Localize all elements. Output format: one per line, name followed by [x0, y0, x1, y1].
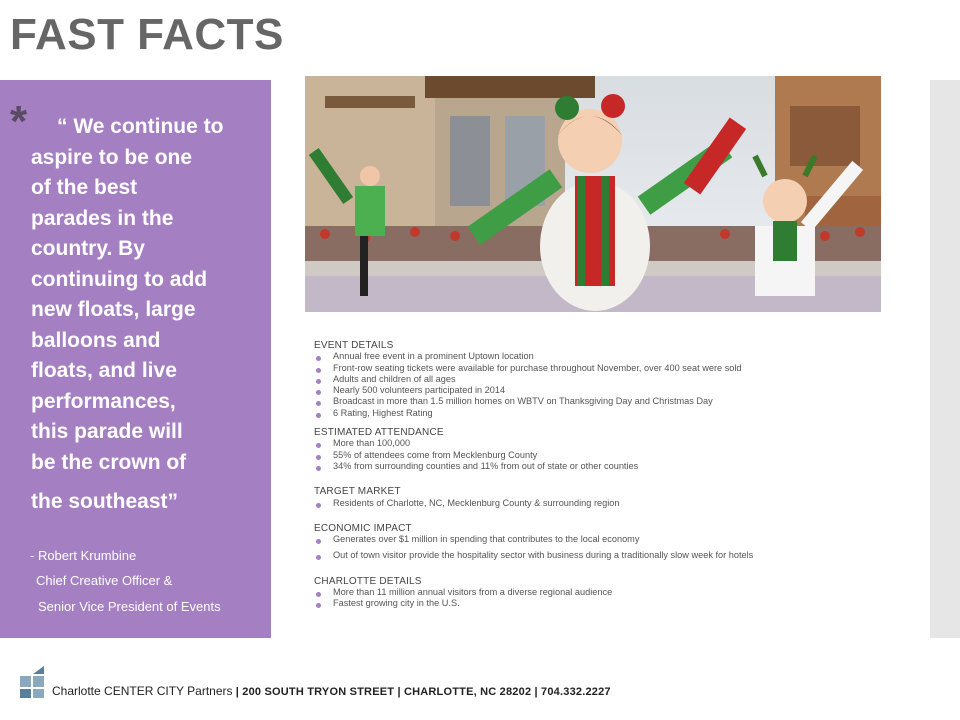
parade-photo — [305, 76, 881, 312]
list-item: Out of town visitor provide the hospitality sector with business during a traditionally slow week for hotels — [314, 550, 874, 561]
quote-text — [31, 112, 243, 478]
quote-attribution-name: - Robert Krumbine — [30, 548, 137, 563]
quote-line: be the crown of — [31, 450, 187, 474]
charlotte-logo-icon — [20, 666, 52, 698]
quote-line: “ We continue to — [57, 115, 224, 138]
quote-line: continuing to add — [31, 267, 208, 291]
quote-line: of the best — [31, 176, 138, 199]
quote-line: performances, — [31, 389, 176, 413]
quote-line: new floats, large — [31, 298, 196, 321]
list-item: More than 11 million annual visitors from a diverse regional audience — [314, 587, 874, 598]
footer — [20, 666, 920, 700]
quote-last-line: the southeast” — [31, 490, 179, 513]
list-item: Annual free event in a prominent Uptown location — [314, 351, 874, 362]
list-item: Generates over $1 million in spending that contributes to the local economy — [314, 534, 874, 545]
list-item: Adults and children of all ages — [314, 374, 874, 385]
footer-text — [52, 684, 611, 698]
footer-brand: Charlotte CENTER CITY Partners — [52, 684, 233, 698]
quote-panel — [0, 80, 271, 638]
list-item: 6 Rating, Highest Rating — [314, 408, 874, 419]
asterisk-mark: * — [10, 97, 28, 146]
list-item: 34% from surrounding counties and 11% from out of state or other counties — [314, 461, 874, 472]
details-panel — [314, 340, 874, 610]
quote-attribution-title: Senior Vice President of Events — [38, 599, 221, 614]
list-item: Nearly 500 volunteers participated in 2014 — [314, 385, 874, 396]
quote-line: this parade will — [31, 420, 183, 443]
section-title: CHARLOTTE DETAILS — [314, 575, 422, 587]
list-item: 55% of attendees come from Mecklenburg County — [314, 450, 874, 461]
list-item: Residents of Charlotte, NC, Mecklenburg County & surrounding region — [314, 498, 874, 509]
quote-line: country. By — [31, 237, 145, 260]
section-title: TARGET MARKET — [314, 486, 401, 498]
quote-line: floats, and live — [31, 359, 177, 382]
footer-address: | 200 SOUTH TRYON STREET | CHARLOTTE, NC 28202 | 704.332.2227 — [232, 686, 611, 698]
list-item: Broadcast in more than 1.5 million homes on WBTV on Thanksgiving Day and Christmas Day — [314, 396, 874, 407]
quote-line: parades in the — [31, 206, 174, 230]
list-item: More than 100,000 — [314, 438, 874, 449]
page-title: FAST FACTS — [10, 10, 284, 59]
parade-photo-illustration — [305, 76, 881, 312]
side-decor-bar — [930, 80, 960, 638]
quote-attribution-title: Chief Creative Officer & — [36, 573, 173, 588]
quote-line: balloons and — [31, 328, 161, 352]
section-title: ECONOMIC IMPACT — [314, 522, 412, 534]
list-item: Front-row seating tickets were available for purchase throughout November, over 400 seat were sold — [314, 363, 874, 374]
quote-line: aspire to be one — [31, 145, 193, 169]
section-title: EVENT DETAILS — [314, 340, 394, 351]
section-title: ESTIMATED ATTENDANCE — [314, 427, 444, 439]
list-item: Fastest growing city in the U.S. — [314, 598, 874, 609]
